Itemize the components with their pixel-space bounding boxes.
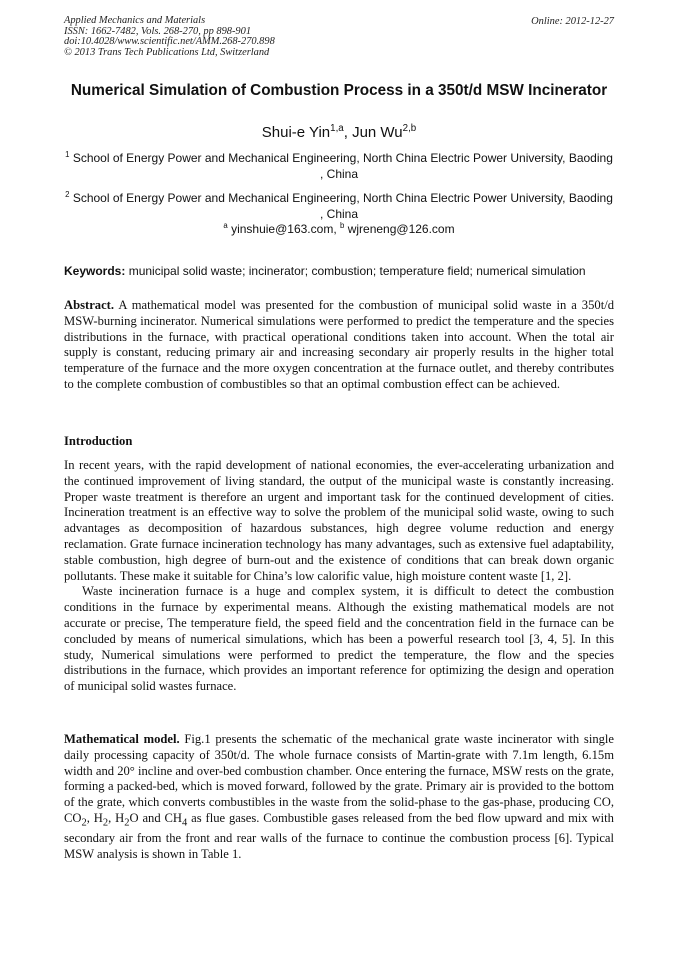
copyright: © 2013 Trans Tech Publications Ltd, Switzerland — [64, 46, 270, 58]
affiliation-text: School of Energy Power and Mechanical Engineering, North China Electric Power University, Baoding , China — [72, 151, 613, 181]
subscript: 2 — [124, 817, 130, 829]
paragraph: Waste incineration furnace is a huge and complex system, it is difficult to detect the combustion conditions in the furnace by experimental means. Although the existing mathematical models are not accurate or precise, The temperature field, the speed field and the concentration field in the furnace can be concluded by means of numerical simulations, which has been a powerful research tool [3, 4, 5]. In this study, Numerical simulations were performed to predict the temperature, the flow and the species distributions in the furnace, which provides an important reference for optimizing the design and operation of municipal solid wastes furnace. — [64, 584, 614, 694]
email: wjreneng@126.com — [347, 222, 455, 236]
journal-header — [64, 16, 275, 58]
section-heading-introduction: Introduction — [64, 434, 133, 448]
author-name: Jun Wu — [352, 124, 403, 141]
keywords-label: Keywords: — [64, 264, 126, 278]
author-name: Shui-e Yin — [261, 124, 331, 141]
introduction-body — [64, 458, 614, 695]
affiliation-sup: 2 — [65, 190, 70, 199]
online-date: Online: 2012-12-27 — [531, 16, 614, 27]
subscript: 4 — [182, 817, 188, 829]
email: yinshuie@163.com, — [231, 222, 337, 236]
text: O and CH — [129, 810, 183, 825]
paper-title: Numerical Simulation of Combustion Process in a 350t/d MSW Incinerator — [70, 82, 608, 99]
abstract-text: A mathematical model was presented for the combustion of municipal solid waste in a 350t/d MSW-burning incinerator. Numerical simulations were performed to predict the temperature and the species distributions in the furnace, with practical operational conditions taken into account. When the total air supply is constant, reducing primary air and increasing secondary air properly results in the higher total temperature of the furnace and the more oxygen concentration at the furnace outlet, and thereby contributes to the complete combustion of combustibles so that an optimal combustion effect can be achieved. — [64, 298, 614, 391]
subscript: 2 — [102, 817, 109, 829]
author-sup: 2,b — [402, 123, 417, 134]
issn: ISSN: 1662-7482, Vols. 268-270, pp 898-901 — [64, 25, 252, 37]
abstract-label: Abstract. — [64, 298, 115, 312]
keywords-text: municipal solid waste; incinerator; combustion; temperature field; numerical simulation — [128, 264, 586, 278]
email-sup: a — [223, 221, 228, 230]
text: as flue gases. Combustible gases released from the bed flow upward and mix with secondary air from the front and rear walls of the furnace to continue the combustion process [6]. Typical MSW analysis is shown in Table 1. — [64, 810, 614, 862]
text: Fig.1 presents the schematic of the mechanical grate waste incinerator with single daily processing capacity of 350t/d. The whole furnace consists of Martin-grate with 7.1m length, 6.15m width and 20° incline and over-bed combustion chamber. Once entering the furnace, MSW rests on the grate, forming a packed-bed, which is moved forward, followed by the grate. Primary air is provided to the bottom of the grate, which converts combustibles in the waste from the solid-phase to the gas-phase, producing CO, CO — [64, 732, 614, 825]
authors: Shui-e Yin$^{1,a}$, Jun Wu$^{2,b}$ — [261, 123, 417, 141]
emails — [64, 222, 614, 236]
mathematical-model-section — [64, 732, 614, 863]
affiliation-text: School of Energy Power and Mechanical Engineering, North China Electric Power University, Baoding , China — [72, 191, 613, 221]
author-sup: 1,a — [330, 123, 344, 134]
affiliation — [64, 190, 614, 222]
section-label: Mathematical model. — [64, 732, 180, 746]
doi: doi:10.4028/www.scientific.net/AMM.268-270.898 — [64, 36, 275, 48]
subscript: 2 — [81, 817, 87, 829]
text: , H — [86, 810, 103, 825]
affiliation — [64, 150, 614, 182]
affiliation-sup: 1 — [65, 150, 70, 159]
text: , H — [108, 810, 125, 825]
abstract — [64, 298, 614, 393]
keywords — [64, 264, 586, 278]
email-sup: b — [340, 221, 345, 230]
paragraph: In recent years, with the rapid development of national economies, the ever-accelerating urbanization and the continued improvement of living standard, the output of the municipal waste is constantly increasing. Proper waste treatment is therefore an urgent and important task for the continued development of cities. Incineration treatment is an effective way to solve the problem of the municipal solid waste, owing to such advantages as decomposition of hazardous substances, high degree volume reduction and energy reclamation. Grate furnace incineration technology has many advantages, such as extensive fuel adaptability, stable combustion, high degree of burn-out and the existence of conditions that can break down organic pollutants. These make it suitable for China’s low calorific value, high moisture content waste [1, 2]. — [64, 458, 614, 583]
journal-name: Applied Mechanics and Materials — [64, 15, 206, 26]
